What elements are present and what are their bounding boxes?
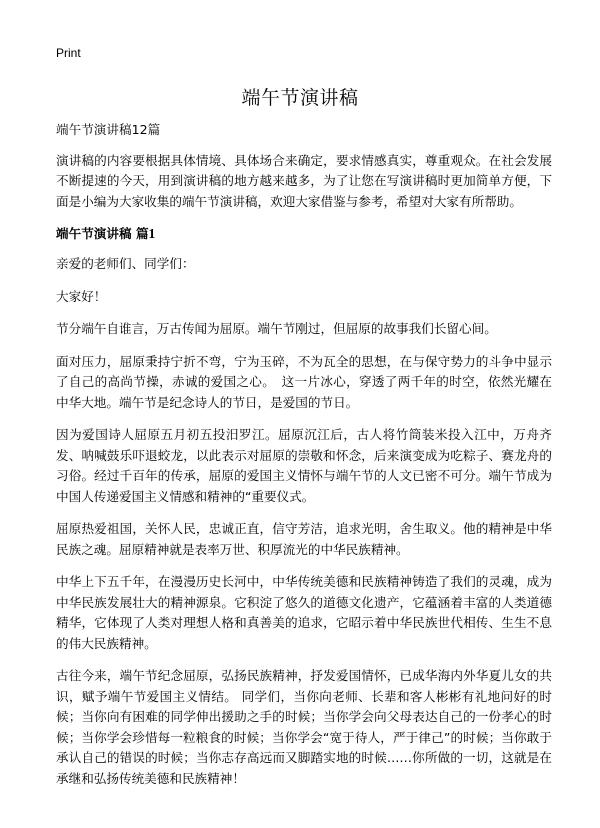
section-heading-number: 1 bbox=[148, 226, 156, 241]
body-paragraph: 古往今来，端午节纪念屈原，弘扬民族精神，抒发爱国情怀，已成华海内外华夏儿女的共识，赋予端午节爱国主义情结。 同学们，当你向老师、长辈和客人彬彬有礼地问好的时候；当你向有困难的同学伸出援助之手的时候；当你学会向父母表达自己的一份孝心的时候；当你学会珍惜每一粒粮食的时候；当你学会“宽于待人，严于律己”的时候；当你敢于承认自己的错误的时候；当你志存高远而又脚踏实地的时候……你所做的一切，这就是在承继和弘扬传统美德和民族精神！ bbox=[56, 668, 552, 786]
intro-paragraph: 演讲稿的内容要根据具体情境、具体场合来确定，要求情感真实，尊重观众。在社会发展不断提速的今天，用到演讲稿的地方越来越多，为了让您在写演讲稿时更加简单方便，下面是小编为大家收集的端午节演讲稿，欢迎大家借鉴与参考，希望对大家有所帮助。 bbox=[56, 152, 552, 209]
section-heading-text: 端午节演讲稿 篇 bbox=[56, 226, 149, 241]
body-paragraph: 屈原热爱祖国，关怀人民，忠诚正直，信守芳洁，追求光明，舍生取义。他的精神是中华民族之魂。屈原精神就是表率万世、积厚流光的中华民族精神。 bbox=[56, 521, 552, 557]
document-body bbox=[56, 120, 552, 801]
section-heading bbox=[56, 224, 552, 244]
body-paragraph: 面对压力，屈原秉持宁折不弯，宁为玉碎，不为瓦全的思想，在与保守势力的斗争中显示了自己的高尚节操，赤诚的爱国之心。 这一片冰心，穿透了两千年的时空，依然光耀在中华大地。端午节是纪念诗人的节日，是爱国的节日。 bbox=[56, 353, 552, 410]
body-paragraph: 节分端午自谁言，万古传闻为屈原。端午节刚过，但屈原的故事我们长留心间。 bbox=[56, 321, 497, 336]
document-subtitle: 端午节演讲稿12篇 bbox=[56, 122, 161, 137]
page-title: 端午节演讲稿 bbox=[241, 87, 359, 109]
body-paragraph: 因为爱国诗人屈原五月初五投汨罗江。屈原沉江后，古人将竹筒装米投入江中，万舟齐发、呐喊鼓乐吓退蛟龙，以此表示对屈原的崇敬和怀念，后来演变成为吃粽子、赛龙舟的习俗。经过千百年的传承，屈原的爱国主义情怀与端午节的人文已密不可分。端午节成为中国人传递爱国主义情感和精神的“重要仪式。 bbox=[56, 427, 552, 504]
body-paragraph: 中华上下五千年，在漫漫历史长河中，中华传统美德和民族精神铸造了我们的灵魂，成为中华民族发展壮大的精神源泉。它积淀了悠久的道德文化遗产，它蕴涵着丰富的人类道德精华，它体现了人类对理想人格和真善美的追求，它昭示着中华民族世代相传、生生不息的伟大民族精神。 bbox=[56, 574, 552, 651]
greeting-paragraph: 大家好！ bbox=[56, 288, 107, 304]
print-link[interactable]: Print bbox=[56, 46, 81, 60]
salutation-paragraph: 亲爱的老师们、同学们： bbox=[56, 256, 195, 271]
